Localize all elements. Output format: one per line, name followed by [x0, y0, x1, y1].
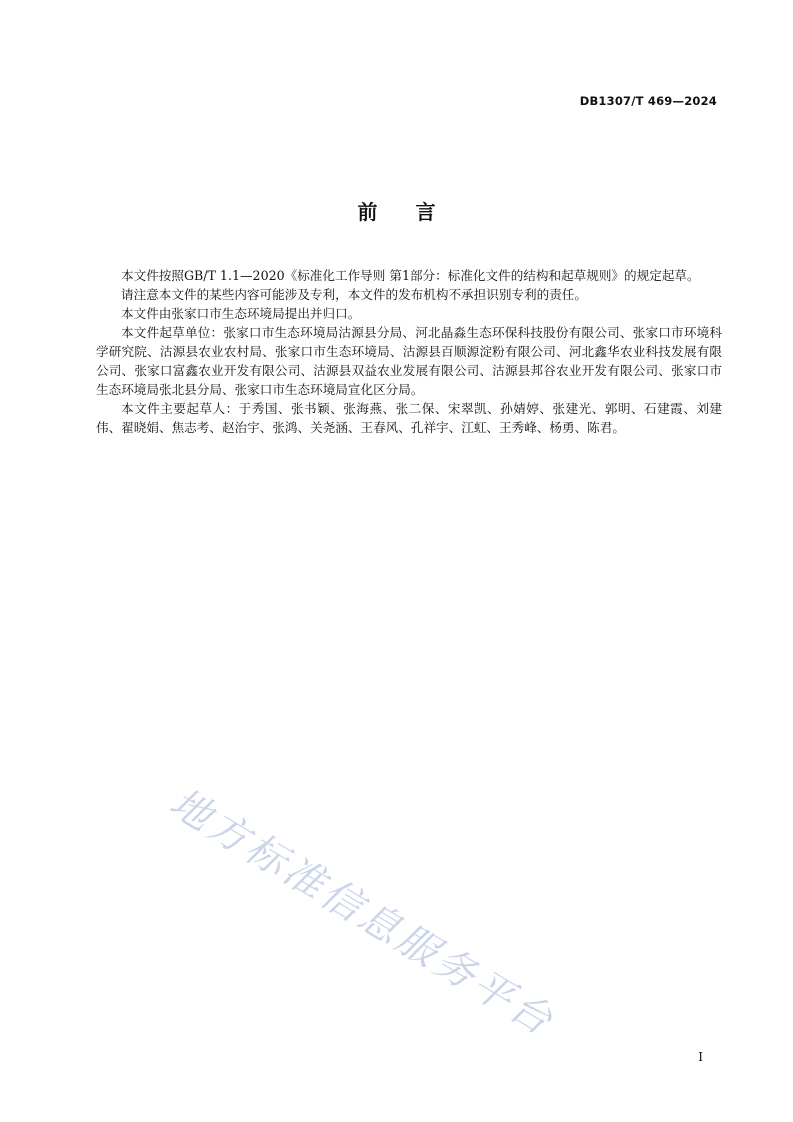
page-title: 前言 [357, 200, 474, 224]
paragraph-proposer: 本文件由张家口市生态环境局提出并归口。 [121, 306, 361, 321]
paragraph-drafting-units: 本文件起草单位：张家口市生态环境局沽源县分局、河北晶淼生态环保科技股份有限公司、张家口市环境科学研究院、沽源县农业农村局、张家口市生态环境局、沽源县百顺源淀粉有限公司、河北鑫华农业科技发展有限公司、张家口富鑫农业开发有限公司、沽源县双益农业发展有限公司、沽源县邦谷农业开发有限公司、张家口市生态环境局张北县分局、张家口市生态环境局宣化区分局。 [96, 325, 722, 397]
paragraph-patent-notice: 请注意本文件的某些内容可能涉及专利，本文件的发布机构不承担识别专利的责任。 [121, 287, 587, 302]
watermark: 地方标准信息服务平台 [161, 779, 563, 1046]
body-text [96, 266, 722, 437]
paragraph-drafters: 本文件主要起草人：于秀国、张书颖、张海燕、张二保、宋翠凯、孙婧婷、张建光、郭明、石建霞、刘建伟、翟晓娟、焦志考、赵治宇、张鸿、关尧涵、王春风、孔祥宇、江虹、王秀峰、杨勇、陈君。 [96, 401, 722, 435]
document-id: DB1307/T 469—2024 [579, 94, 717, 108]
paragraph-drafting-rules: 本文件按照GB/T 1.1—2020《标准化工作导则 第1部分：标准化文件的结构和起草规则》的规定起草。 [121, 268, 700, 283]
page-number: I [698, 1050, 703, 1064]
